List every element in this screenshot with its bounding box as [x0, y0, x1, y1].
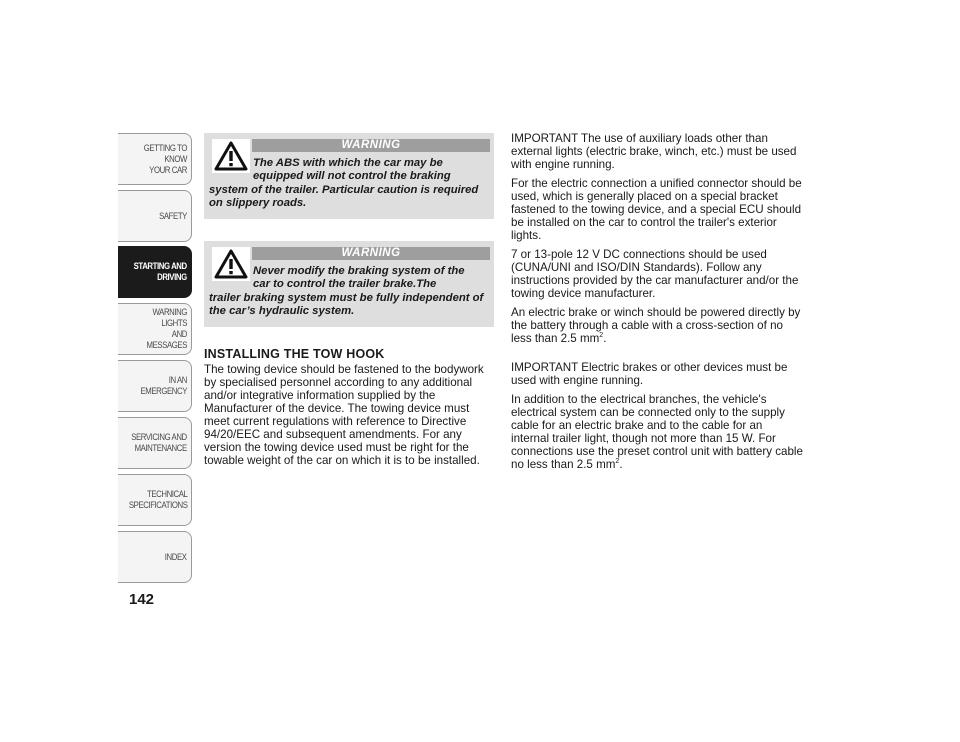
- warning-box-braking: [204, 241, 494, 327]
- paragraph: In addition to the electrical branches, the vehicle's electrical system can be connected only to the supply cable for an electric brake and to the cable for an internal trailer light, though not more than 15 W. For connections use the preset control unit with battery cable no less than 2.5 $mm^2$.: [511, 393, 803, 471]
- tab-servicing[interactable]: SERVICING AND MAINTENANCE: [118, 417, 192, 469]
- section-heading: INSTALLING THE TOW HOOK: [204, 347, 385, 361]
- paragraph: For the electric connection a unified connector should be used, which is generally placed on a special bracket fastened to the towing device, and a special ECU should be installed on the car to control the trailer's exterior lights.: [511, 177, 802, 242]
- tab-warning-lights[interactable]: WARNING LIGHTS AND MESSAGES: [118, 303, 192, 355]
- tab-safety[interactable]: SAFETY: [118, 190, 192, 242]
- paragraph: IMPORTANT The use of auxiliary loads other than external lights (electric brake, winch, etc.) must be used with engine running.: [511, 132, 797, 171]
- tab-getting-to-know[interactable]: GETTING TO KNOW YOUR CAR: [118, 133, 192, 185]
- right-column-text: [511, 132, 803, 477]
- tab-index[interactable]: INDEX: [118, 531, 192, 583]
- paragraph: The towing device should be fastened to the bodywork by specialised personnel according to any additional and/or integrative information supplied by the Manufacturer of the device. The towing device must meet current regulations with reference to Directive 94/20/EEC and subsequent amendments. For any version the towing device used must be right for the towable weight of the car on which it is to be installed.: [204, 363, 484, 467]
- tab-technical-specifications[interactable]: TECHNICAL SPECIFICATIONS: [118, 474, 192, 526]
- warning-title: WARNING: [252, 139, 490, 152]
- tab-starting-and-driving[interactable]: STARTING AND DRIVING: [118, 246, 192, 298]
- warning-text: Never modify the braking system of the car to control the trailer brake.The trailer braking system must be fully independent of the car’s hydraulic system.: [209, 265, 484, 317]
- left-column-text: [204, 363, 496, 473]
- paragraph: An electric brake or winch should be powered directly by the battery through a cable with a cross-section of no less than 2.5 $mm^2$.: [511, 306, 801, 345]
- warning-text: The ABS with which the car may be equipped will not control the braking system of the trailer. Particular caution is required on slippery roads.: [209, 157, 479, 209]
- warning-title: WARNING: [252, 247, 490, 260]
- page-number: 142: [129, 591, 155, 608]
- paragraph: 7 or 13-pole 12 V DC connections should be used (CUNA/UNI and ISO/DIN Standards). Follow any instructions provided by the car manufacturer and/or the towing device manufacturer.: [511, 248, 799, 300]
- warning-box-abs: [204, 133, 494, 219]
- paragraph: IMPORTANT Electric brakes or other devices must be used with engine running.: [511, 361, 788, 387]
- tab-in-an-emergency[interactable]: IN AN EMERGENCY: [118, 360, 192, 412]
